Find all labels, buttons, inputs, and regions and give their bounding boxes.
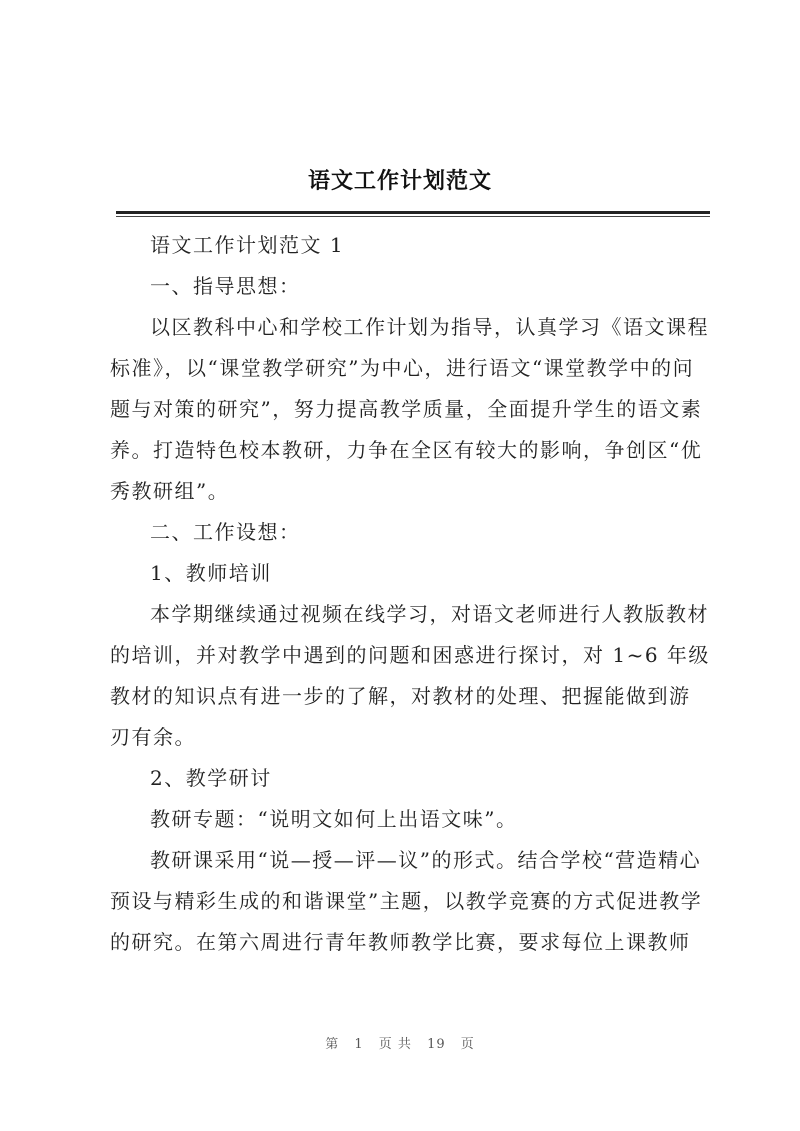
footer-total-pages: 19: [427, 1037, 446, 1052]
document-title: 语文工作计划范文: [307, 168, 492, 194]
paragraph-research-lessons: 教研课采用“说—授—评—议”的形式。结合学校“营造精心预设与精彩生成的和谐课堂”主题，以教学竞赛的方式促进教学的研究。在第六周进行青年教师教学比赛，要求每位上课教师: [110, 848, 703, 954]
page-footer: [0, 1033, 800, 1052]
title-divider-thin: [116, 216, 710, 217]
footer-suffix: 页: [460, 1037, 475, 1052]
footer-middle: 页 共: [378, 1037, 412, 1052]
paragraph-research-topic: 教研专题：“说明文如何上出语文味”。: [150, 807, 518, 831]
heading-work-plan: 二、工作设想：: [150, 520, 301, 544]
subheading-teacher-training: 1、教师培训: [150, 561, 272, 585]
section-heading: 语文工作计划范文 1: [150, 233, 345, 257]
heading-guiding-ideology: 一、指导思想：: [150, 274, 301, 298]
footer-page-number: 1: [354, 1037, 364, 1052]
paragraph-guiding-ideology: 以区教科中心和学校工作计划为指导，认真学习《语文课程标准》，以“课堂教学研究”为中心，进行语文“课堂教学中的问题与对策的研究”，努力提高教学质量，全面提升学生的语文素养。打造特色校本教研，力争在全区有较大的影响，争创区“优秀教研组”。: [110, 315, 709, 503]
subheading-teaching-research: 2、教学研讨: [150, 766, 272, 790]
paragraph-teacher-training: 本学期继续通过视频在线学习，对语文老师进行人教版教材的培训，并对教学中遇到的问题和困惑进行探讨，对 1~6 年级教材的知识点有进一步的了解，对教材的处理、把握能做到游刃有余。: [110, 602, 710, 749]
footer-prefix: 第: [325, 1037, 340, 1052]
title-divider: [116, 211, 710, 214]
document-body: [110, 225, 710, 963]
